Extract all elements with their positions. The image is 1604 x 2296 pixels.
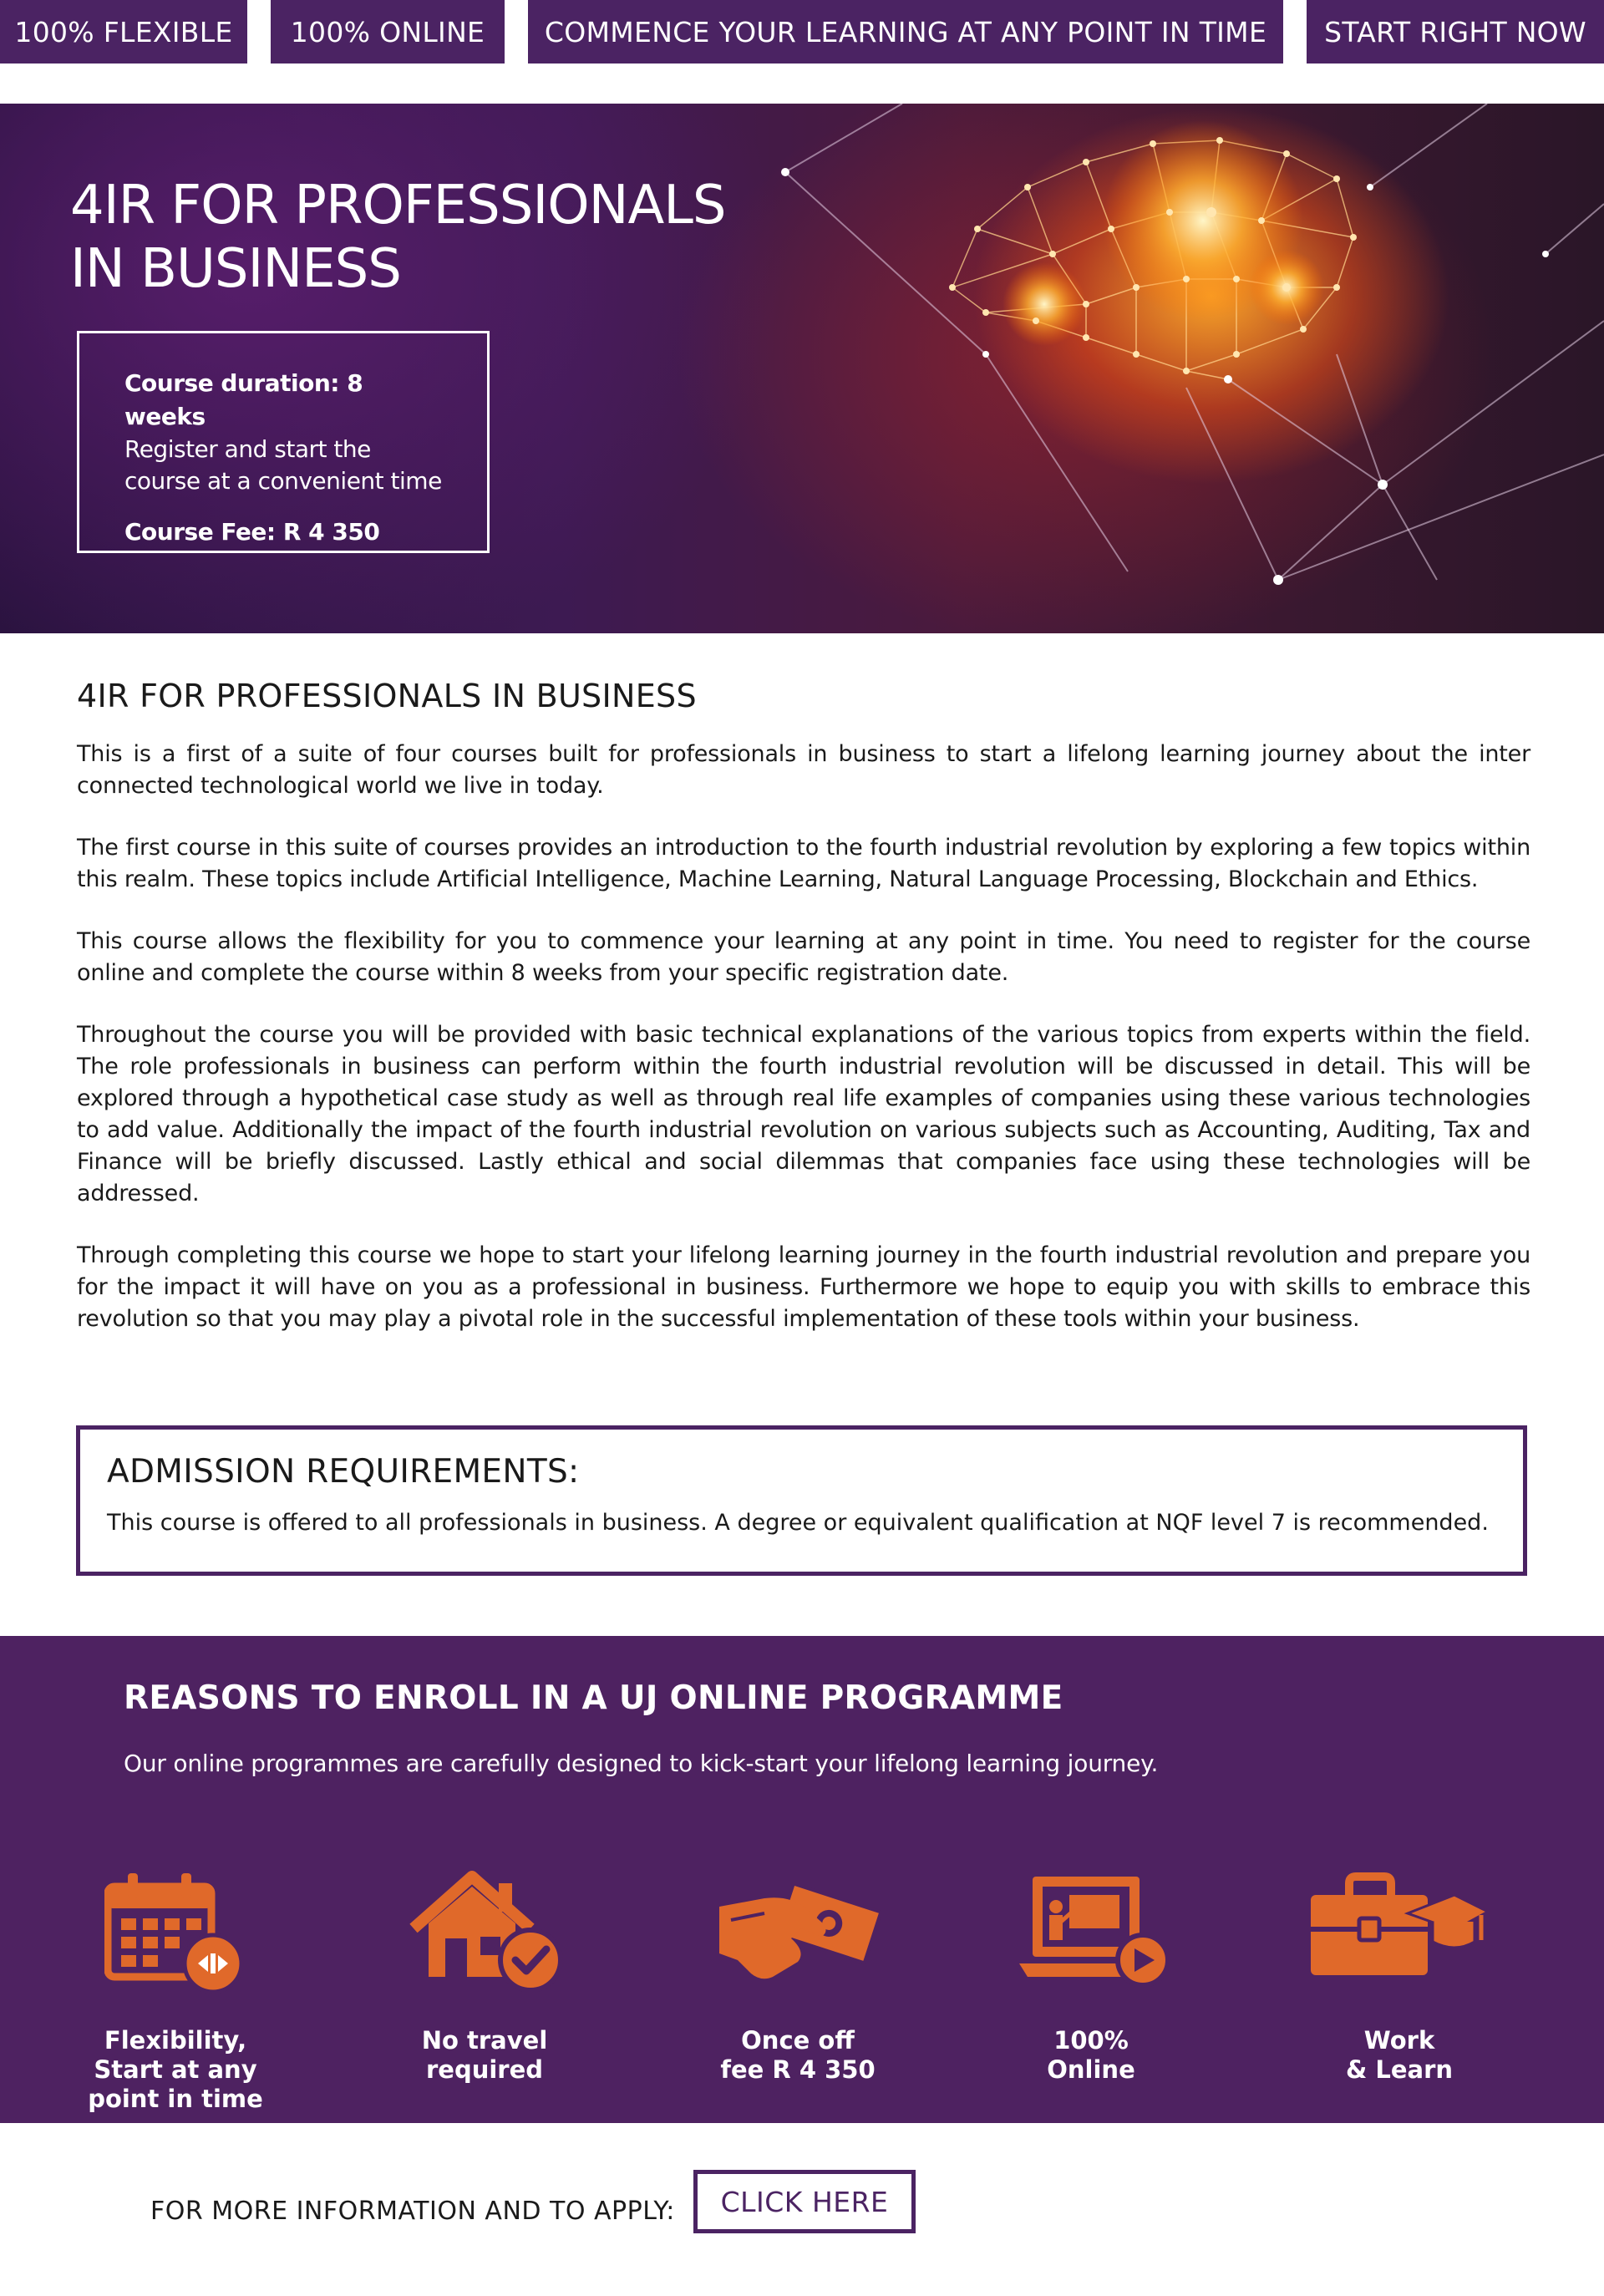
- course-info-box: [77, 331, 490, 553]
- tag-commence: COMMENCE YOUR LEARNING AT ANY POINT IN TIME: [528, 0, 1283, 63]
- paragraph-4: Throughout the course you will be provided with basic technical explanations of the various topics from experts within the field. The role professionals in business can perform within the fourth industrial revolution will be discussed in detail. This will be explored through a hypothetical case study as well as through real life examples of companies using these various technologies to add value. Additionally the impact of the fourth industrial revolution on various subjects such as Accounting, Auditing, Tax and Finance will be briefly discussed. Lastly ethical and social dilemmas that companies face using these technologies will be addressed.: [77, 1022, 1530, 1206]
- tag-online: 100% ONLINE: [271, 0, 505, 63]
- reason-fee: [689, 1849, 906, 2085]
- feature-tag-bar: [0, 0, 1604, 63]
- reason-online: [982, 1849, 1200, 2085]
- reason-label: No travel required: [421, 2026, 548, 2084]
- reason-work-learn: [1291, 1849, 1508, 2085]
- reasons-subheading: Our online programmes are carefully designed to kick-start your lifelong learning journey.: [124, 1750, 1159, 1777]
- reasons-section: [0, 1636, 1604, 2123]
- briefcase-graduation-icon: [1307, 1870, 1491, 1995]
- hand-money-icon: [714, 1870, 881, 1995]
- course-duration: Course duration: 8 weeks: [124, 369, 363, 430]
- calendar-icon: [104, 1870, 246, 1995]
- reason-label: 100% Online: [1047, 2026, 1135, 2084]
- course-description: [77, 675, 1530, 1335]
- admission-requirements-box: [76, 1425, 1527, 1576]
- course-fee: Course Fee: R 4 350: [124, 518, 380, 546]
- reason-label: Once off fee R 4 350: [720, 2026, 876, 2084]
- paragraph-1: This is a first of a suite of four courses built for professionals in business to start a lifelong learning journey about the inter connected technological world we live in today.: [77, 741, 1530, 799]
- reason-label: Work & Learn: [1345, 2026, 1454, 2084]
- paragraph-2: The first course in this suite of courses provides an introduction to the fourth industrial revolution by exploring a few topics within this realm. These topics include Artificial Intelligence, Machine Learning, Natural Language Processing, Blockchain and Ethics.: [77, 835, 1530, 892]
- click-here-button[interactable]: CLICK HERE: [693, 2170, 916, 2233]
- hero-title: [70, 174, 822, 301]
- hero-title-line-2: IN BUSINESS: [70, 238, 401, 300]
- reason-no-travel: [376, 1849, 593, 2085]
- house-check-icon: [405, 1870, 564, 1995]
- reason-flexibility: [67, 1849, 284, 2114]
- course-heading: 4IR FOR PROFESSIONALS IN BUSINESS: [77, 678, 697, 714]
- paragraph-3: This course allows the flexibility for you to commence your learning at any point in time. You need to register for the course online and complete the course within 8 weeks from your specific registration date.: [77, 928, 1530, 986]
- tag-flexible: 100% FLEXIBLE: [0, 0, 247, 63]
- tag-start-now: START RIGHT NOW: [1307, 0, 1604, 63]
- apply-cta: [0, 2123, 1604, 2296]
- hero-title-line-1: 4IR FOR PROFESSIONALS: [70, 175, 726, 236]
- admission-text: This course is offered to all professionals in business. A degree or equivalent qualification at NQF level 7 is recommended.: [107, 1510, 1489, 1536]
- admission-heading: ADMISSION REQUIREMENTS:: [107, 1453, 580, 1491]
- course-register-note: Register and start the course at a convenient time: [124, 435, 442, 495]
- paragraph-5: Through completing this course we hope to start your lifelong learning journey in the fourth industrial revolution and prepare you for the impact it will have on you as a professional in business. Furthermore we hope to equip you with skills to embrace this revolution so that you may play a pivotal role in the successful implementation of these tools within your business.: [77, 1242, 1530, 1332]
- laptop-presentation-icon: [1008, 1870, 1175, 1995]
- hero-banner: [0, 104, 1604, 633]
- reason-label: Flexibility, Start at any point in time: [88, 2026, 263, 2113]
- cta-label: FOR MORE INFORMATION AND TO APPLY:: [150, 2197, 675, 2226]
- reasons-heading: REASONS TO ENROLL IN A UJ ONLINE PROGRAMME: [124, 1679, 1063, 1717]
